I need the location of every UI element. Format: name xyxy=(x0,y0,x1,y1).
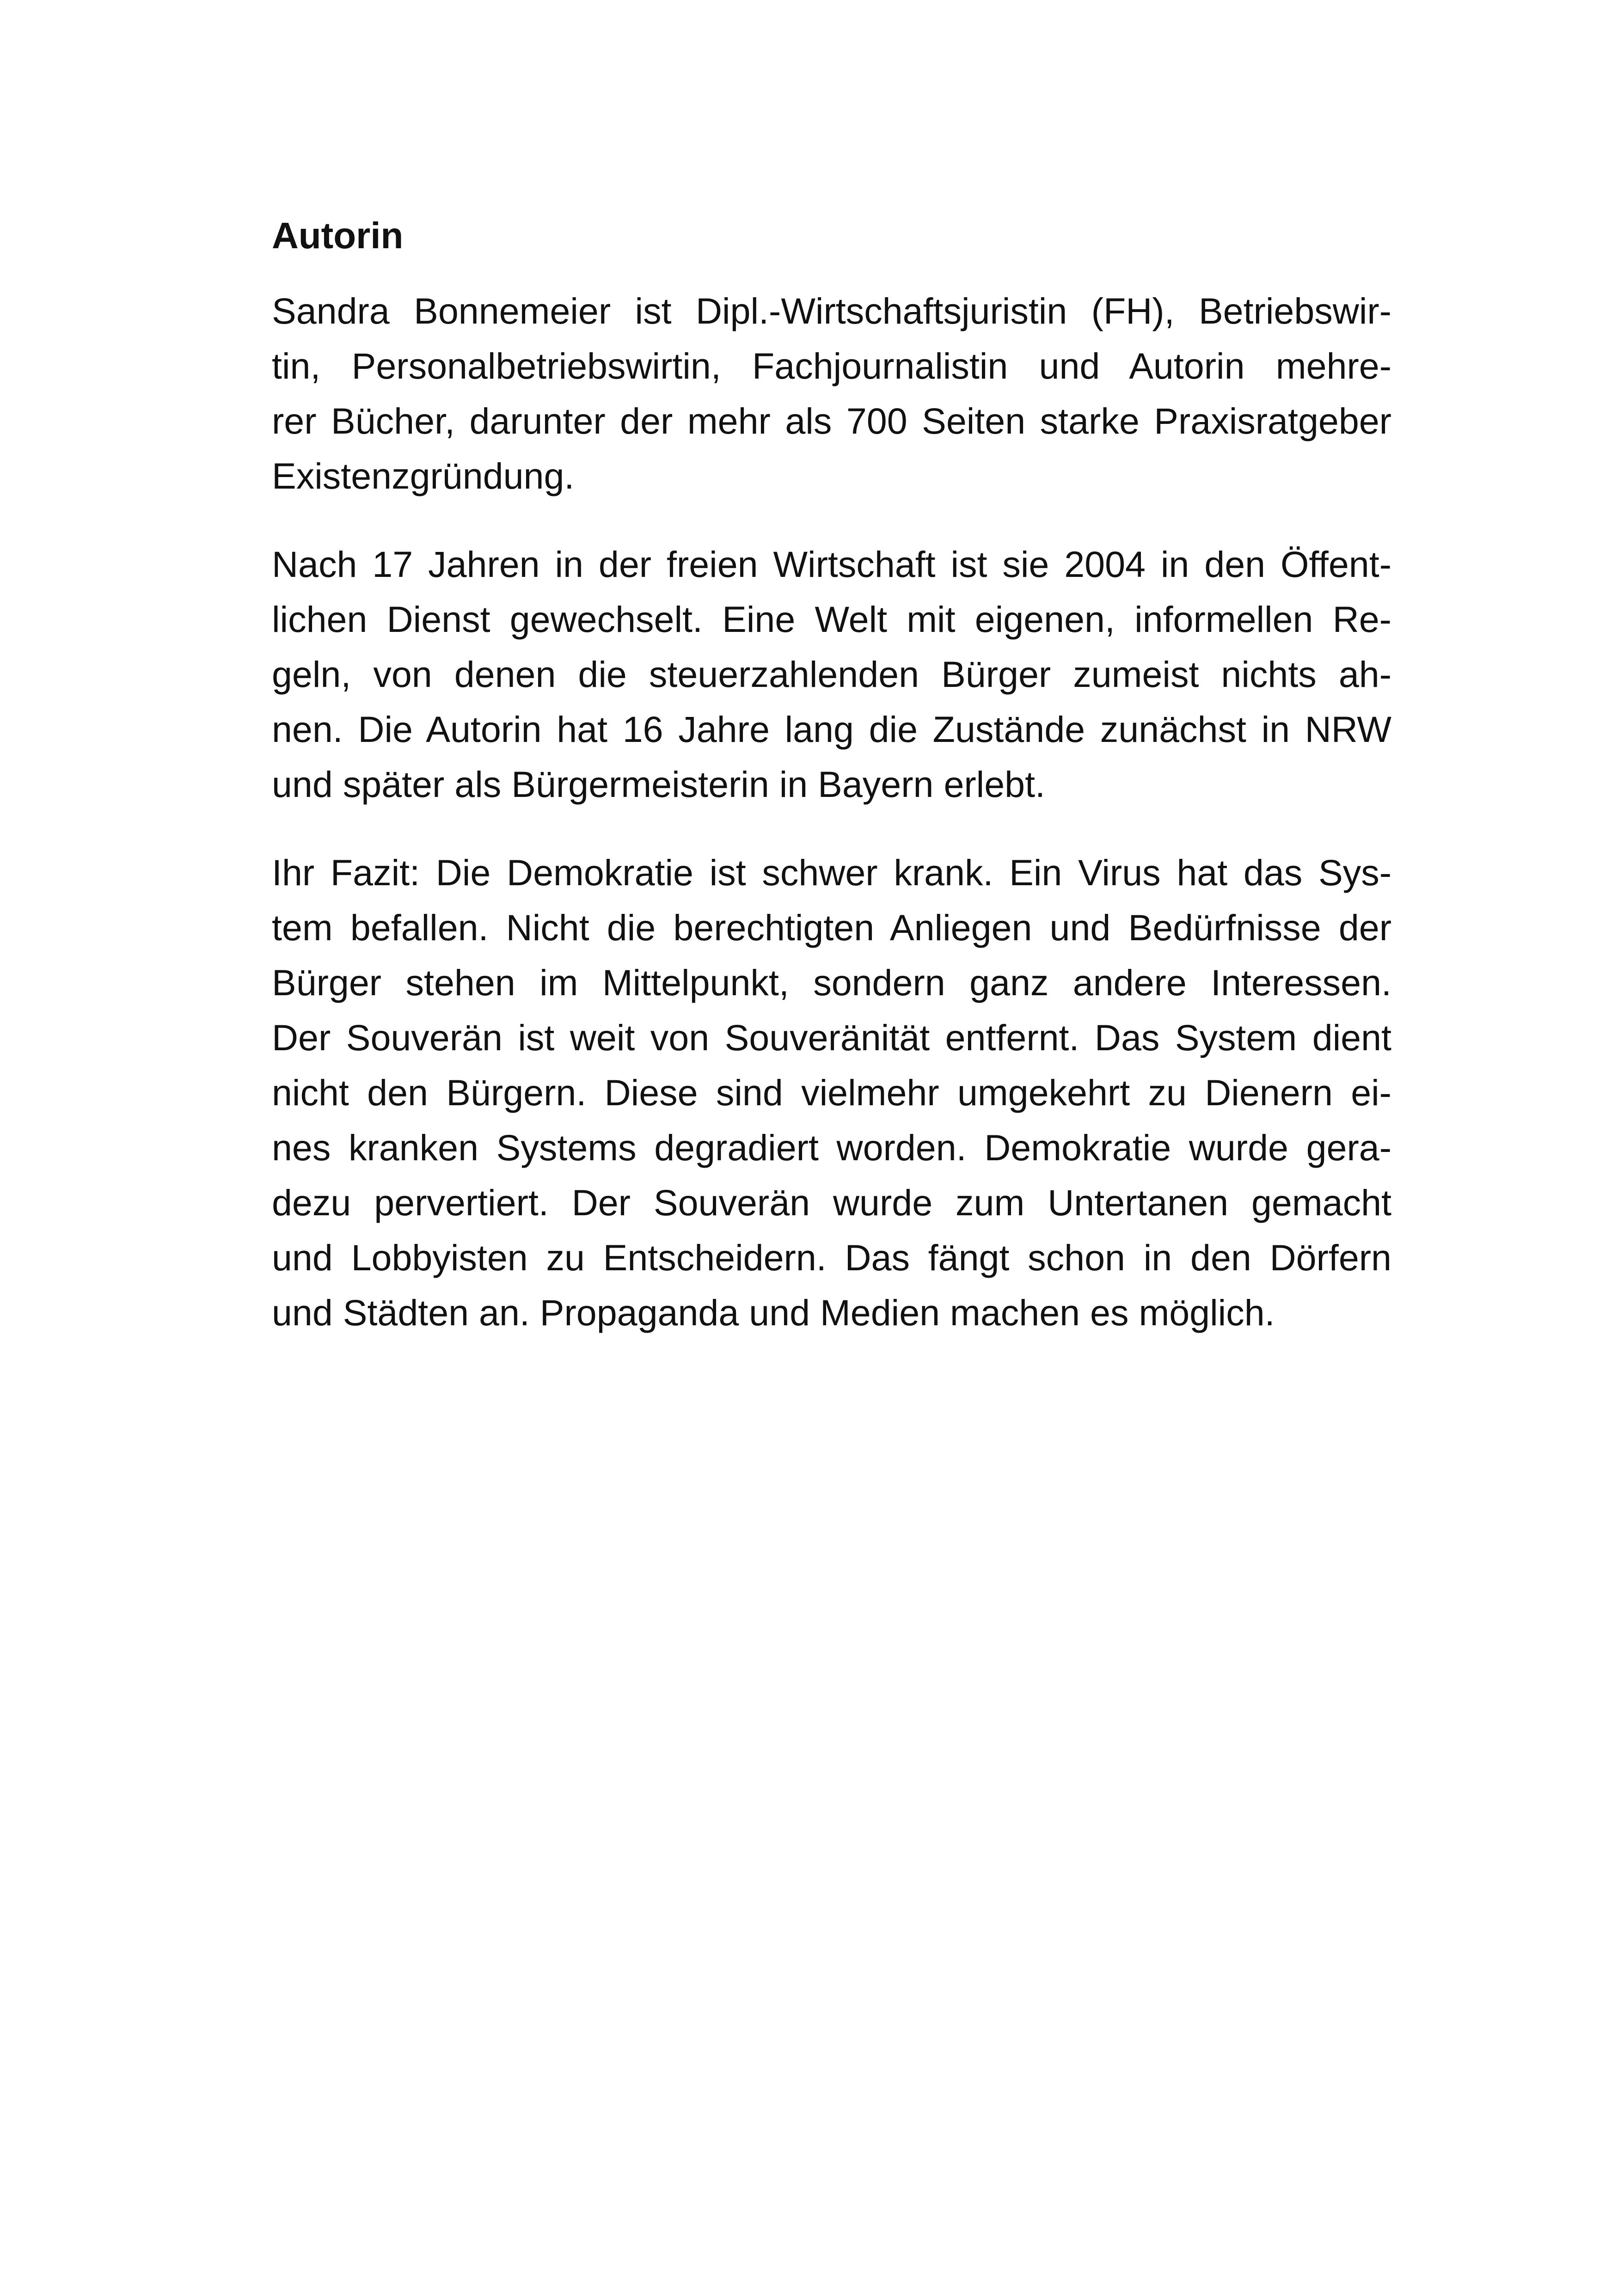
paragraph-conclusion xyxy=(272,845,1391,1340)
text-line: tin, Personalbetriebswirtin, Fachjournalistin und Autorin mehre- xyxy=(272,345,1391,386)
text-line: geln, von denen die steuerzahlenden Bürger zumeist nichts ah- xyxy=(272,654,1391,695)
text-line: dezu pervertiert. Der Souverän wurde zum Untertanen gemacht xyxy=(272,1182,1391,1223)
text-line: Ihr Fazit: Die Demokratie ist schwer krank. Ein Virus hat das Sys- xyxy=(272,852,1391,893)
text-line: Sandra Bonnemeier ist Dipl.-Wirtschaftsjuristin (FH), Betriebswir- xyxy=(272,290,1391,331)
text-line: und Städten an. Propaganda und Medien machen es möglich. xyxy=(272,1292,1275,1333)
text-line: tem befallen. Nicht die berechtigten Anliegen und Bedürfnisse der xyxy=(272,907,1391,948)
text-line: rer Bücher, darunter der mehr als 700 Seiten starke Praxisratgeber xyxy=(272,400,1391,441)
text-line: Existenzgründung. xyxy=(272,455,575,496)
text-line: nen. Die Autorin hat 16 Jahre lang die Zustände zunächst in NRW xyxy=(272,709,1391,750)
paragraph-credentials xyxy=(272,283,1391,503)
author-section xyxy=(272,210,1391,1373)
text-line: Nach 17 Jahren in der freien Wirtschaft ist sie 2004 in den Öffent- xyxy=(272,544,1391,585)
section-heading: Autorin xyxy=(272,215,404,256)
text-line: lichen Dienst gewechselt. Eine Welt mit eigenen, informellen Re- xyxy=(272,599,1391,640)
text-line: und Lobbyisten zu Entscheidern. Das fängt schon in den Dörfern xyxy=(272,1237,1391,1278)
paragraph-career xyxy=(272,537,1391,812)
text-line: Bürger stehen im Mittelpunkt, sondern ganz andere Interessen. xyxy=(272,962,1391,1003)
text-line: und später als Bürgermeisterin in Bayern erlebt. xyxy=(272,764,1046,805)
text-line: nicht den Bürgern. Diese sind vielmehr umgekehrt zu Dienern ei- xyxy=(272,1072,1391,1113)
text-line: Der Souverän ist weit von Souveränität entfernt. Das System dient xyxy=(272,1017,1391,1058)
text-line: nes kranken Systems degradiert worden. Demokratie wurde gera- xyxy=(272,1127,1391,1168)
